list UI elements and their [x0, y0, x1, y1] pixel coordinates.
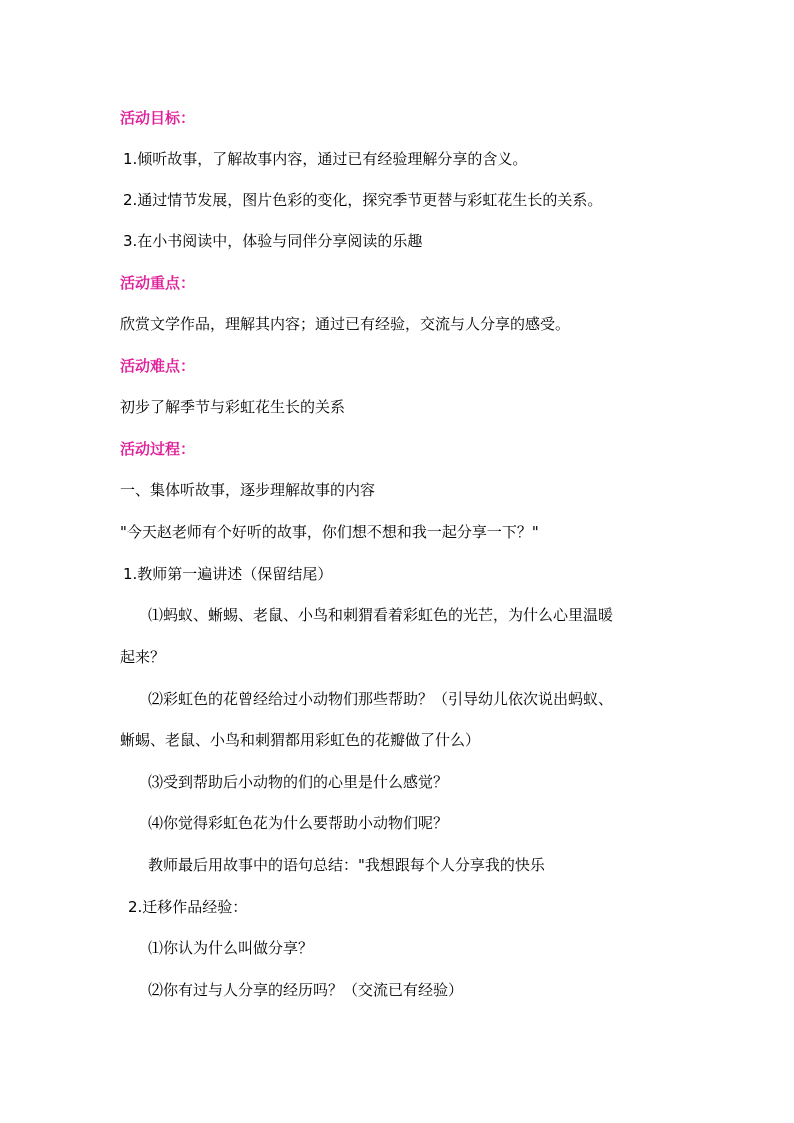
key-points-heading: 活动重点： [120, 274, 196, 292]
step2-question-1: ⑴你认为什么叫做分享？ [148, 939, 314, 957]
step2-question-2: ⑵你有过与人分享的经历吗？（交流已有经验） [148, 981, 464, 999]
process-heading: 活动过程： [120, 440, 196, 458]
step1-question-2-line1: ⑵彩虹色的花曾经给过小动物们那些帮助？（引导幼儿依次说出蚂蚁、 [148, 690, 614, 708]
step1-question-4: ⑷你觉得彩虹色花为什么要帮助小动物们呢？ [148, 814, 449, 832]
step1-question-3: ⑶受到帮助后小动物的们的心里是什么感觉？ [148, 773, 449, 791]
key-points-text: 欣赏文学作品，理解其内容；通过已有经验，交流与人分享的感受。 [120, 315, 571, 333]
difficulties-text: 初步了解季节与彩虹花生长的关系 [120, 398, 346, 416]
goal-item-1: 1.倾听故事，了解故事内容，通过已有经验理解分享的含义。 [123, 150, 528, 168]
difficulties-heading: 活动难点： [120, 357, 196, 375]
goal-item-2: 2.通过情节发展，图片色彩的变化，探究季节更替与彩虹花生长的关系。 [123, 191, 603, 209]
step1-summary: 教师最后用故事中的语句总结："我想跟每个人分享我的快乐 [148, 856, 545, 874]
process-quote: "今天赵老师有个好听的故事，你们想不想和我一起分享一下？" [120, 523, 539, 541]
step1-title: 1.教师第一遍讲述（保留结尾） [123, 565, 333, 583]
goal-item-3: 3.在小书阅读中，体验与同伴分享阅读的乐趣 [123, 232, 423, 250]
step1-question-1-line1: ⑴蚂蚁、蜥蜴、老鼠、小鸟和刺猬看着彩虹色的光芒，为什么心里温暖 [148, 606, 614, 624]
step2-title: 2.迁移作品经验： [128, 898, 248, 916]
step1-question-1-line2: 起来？ [120, 648, 166, 666]
process-section1-title: 一、集体听故事，逐步理解故事的内容 [120, 481, 376, 499]
step1-question-2-line2: 蜥蜴、老鼠、小鸟和刺猬都用彩虹色的花瓣做了什么） [120, 731, 481, 749]
goals-heading: 活动目标： [120, 109, 196, 127]
